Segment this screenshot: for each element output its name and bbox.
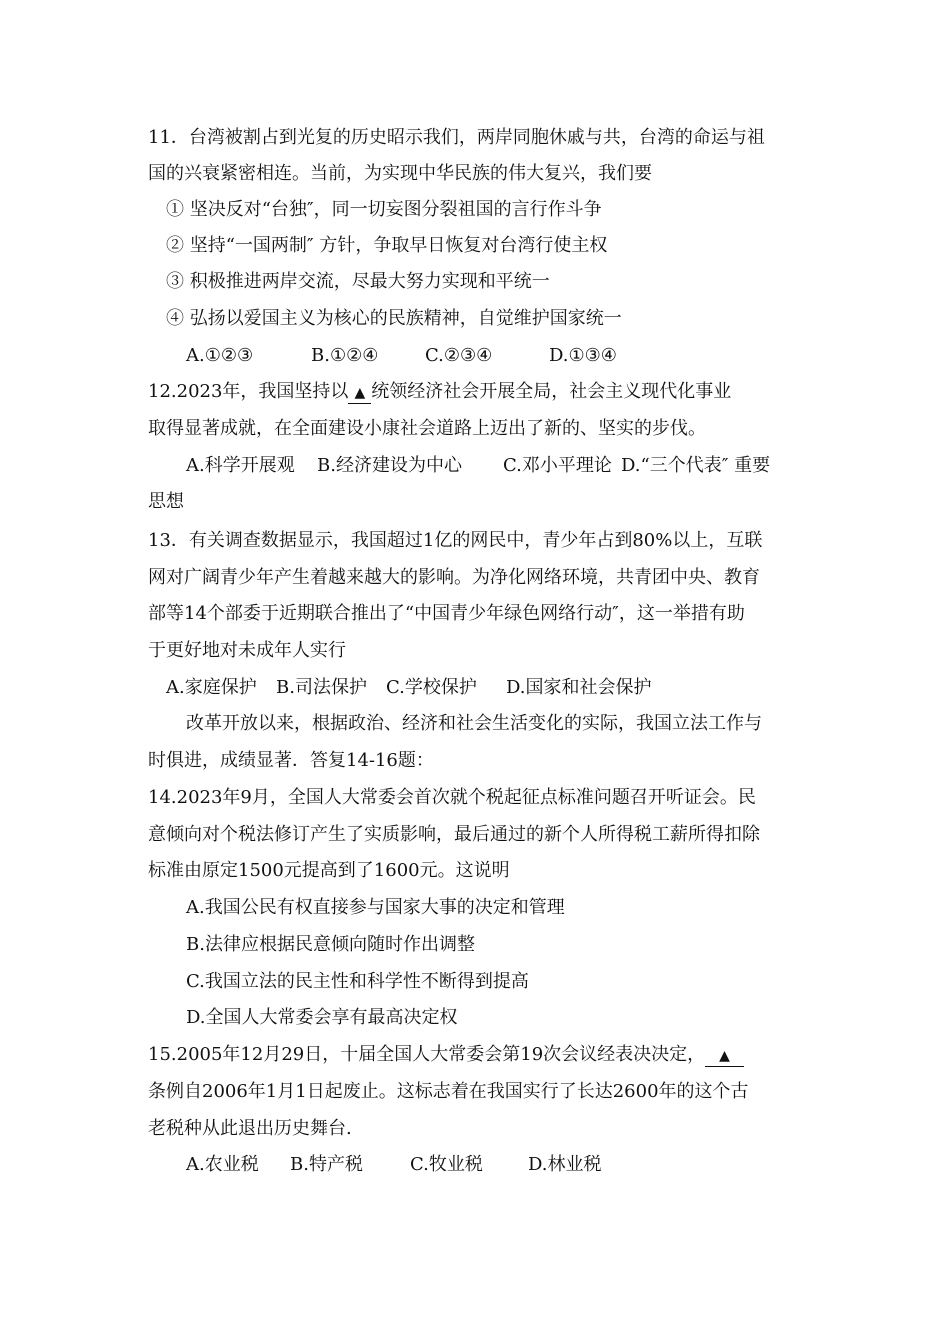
q11-option-c: C.②③④ xyxy=(425,345,493,366)
q15-answer-blank: ▲ xyxy=(705,1046,744,1067)
q13-line-1: 13．有关调查数据显示，我国超过1亿的网民中，青少年占到80%以上，互联 xyxy=(148,530,763,551)
q12-line-1 xyxy=(148,380,808,404)
q14-line-1: 14.2023年9月，全国人大常委会首次就个税起征点标准问题召开听证会。民 xyxy=(148,787,756,808)
q15-options xyxy=(186,1153,846,1177)
q12-prefix: 12.2023年，我国坚持以 xyxy=(148,381,349,402)
q11-item-1: ① 坚决反对“台独″，同一切妄图分裂祖国的言行作斗争 xyxy=(166,199,602,220)
q14-line-2: 意倾向对个税法修订产生了实质影响，最后通过的新个人所得税工薪所得扣除 xyxy=(148,824,760,845)
q15-line-3: 老税种从此退出历史舞台. xyxy=(148,1118,352,1139)
q12-line-2: 取得显著成就，在全面建设小康社会道路上迈出了新的、坚实的步伐。 xyxy=(148,418,706,439)
q11-line-2: 国的兴衰紧密相连。当前，为实现中华民族的伟大复兴，我们要 xyxy=(148,163,652,184)
q12-options xyxy=(186,454,846,478)
q15-option-a: A.农业税 xyxy=(186,1154,259,1175)
q12-option-d-wrap: 思想 xyxy=(148,491,184,512)
q13-option-a: A.家庭保护 xyxy=(166,677,257,698)
q11-option-a: A.①②③ xyxy=(186,345,254,366)
q11-option-d: D.①③④ xyxy=(549,345,617,366)
q15-option-d: D.林业税 xyxy=(528,1154,602,1175)
q14-option-d: D.全国人大常委会享有最高决定权 xyxy=(186,1007,458,1028)
q13-option-d: D.国家和社会保护 xyxy=(506,677,652,698)
q11-item-4: ④ 弘扬以爱国主义为核心的民族精神，自觉维护国家统一 xyxy=(166,308,622,329)
q13-line-2: 网对广阔青少年产生着越来越大的影响。为净化网络环境，共青团中央、教育 xyxy=(148,567,760,588)
q15-option-c: C.牧业税 xyxy=(410,1154,483,1175)
q15-line-1 xyxy=(148,1043,808,1067)
q15-line-2: 条例自2006年1月1日起废止。这标志着在我国实行了长达2600年的这个古 xyxy=(148,1081,749,1102)
q14-option-c: C.我国立法的民主性和科学性不断得到提高 xyxy=(186,971,529,992)
q12-option-a: A.科学开展观 xyxy=(186,455,295,476)
q13-option-b: B.司法保护 xyxy=(276,677,367,698)
q11-line-1: 11．台湾被割占到光复的历史昭示我们，两岸同胞休戚与共，台湾的命运与祖 xyxy=(148,127,765,148)
q13-line-4: 于更好地对未成年人实行 xyxy=(148,640,346,661)
intro-line-1: 改革开放以来，根据政治、经济和社会生活变化的实际，我国立法工作与 xyxy=(186,713,762,734)
intro-line-2: 时俱进，成绩显著．答复14-16题： xyxy=(148,750,434,771)
q12-answer-blank: ▲ xyxy=(348,383,371,404)
q15-option-b: B.特产税 xyxy=(290,1154,363,1175)
q13-options xyxy=(166,676,826,700)
q12-option-b: B.经济建设为中心 xyxy=(317,455,462,476)
q15-prefix: 15.2005年12月29日，十届全国人大常委会第19次会议经表决决定， xyxy=(148,1044,706,1065)
q11-item-3: ③ 积极推进两岸交流，尽最大努力实现和平统一 xyxy=(166,271,550,292)
q11-options xyxy=(186,344,846,368)
q14-option-b: B.法律应根据民意倾向随时作出调整 xyxy=(186,934,475,955)
q14-line-3: 标准由原定1500元提高到了1600元。这说明 xyxy=(148,860,510,881)
q11-option-b: B.①②④ xyxy=(311,345,379,366)
q11-item-2: ② 坚持“一国两制″ 方针，争取早日恢复对台湾行使主权 xyxy=(166,235,608,256)
q12-option-c: C.邓小平理论 xyxy=(503,455,612,476)
q13-option-c: C.学校保护 xyxy=(386,677,477,698)
q13-line-3: 部等14个部委于近期联合推出了“中国青少年绿色网络行动″，这一举措有助 xyxy=(148,603,745,624)
q12-suffix: 统领经济社会开展全局，社会主义现代化事业 xyxy=(371,381,732,402)
q12-option-d: D.“三个代表″ 重要 xyxy=(621,455,771,476)
q14-option-a: A.我国公民有权直接参与国家大事的决定和管理 xyxy=(186,897,565,918)
